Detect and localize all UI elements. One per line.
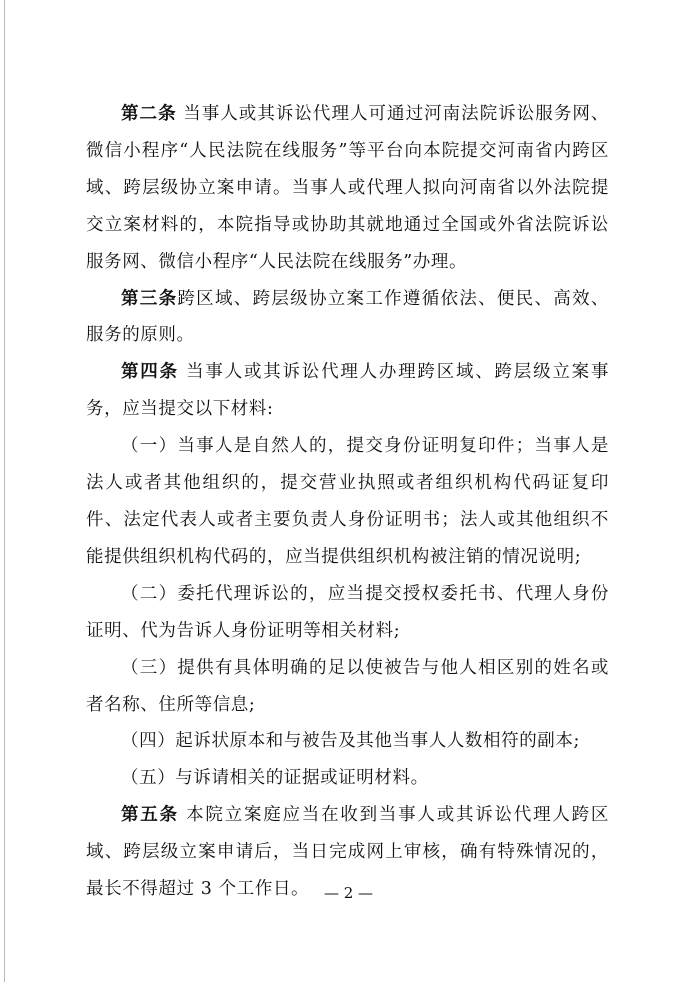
list-item-4 <box>86 723 609 760</box>
paragraph-article-4 <box>86 354 609 428</box>
paragraph-text: 跨区域、跨层级协立案工作遵循依法、便民、高效、服务的原则。 <box>86 288 609 346</box>
page-number: — 2 — <box>323 884 374 902</box>
paragraph-text: （二）委托代理诉讼的，应当提交授权委托书、代理人身份证明、代为告诉人身份证明等相关材料; <box>86 583 609 641</box>
paragraph-text: （五）与诉请相关的证据或证明材料。 <box>121 768 429 789</box>
list-item-2 <box>86 576 609 650</box>
article-number: 第四条 <box>121 362 179 383</box>
paragraph-text: （四）起诉状原本和与被告及其他当事人人数相符的副本; <box>121 731 580 752</box>
article-number: 第二条 <box>121 104 177 124</box>
paragraph-text: 当事人或其诉讼代理人办理跨区域、跨层级立案事务，应当提交以下材料: <box>86 362 609 420</box>
paragraph-text: 当事人或其诉讼代理人可通过河南法院诉讼服务网、微信小程序“人民法院在线服务”等平台向本院提交河南省内跨区域、跨层级协立案申请。当事人或代理人拟向河南省以外法院提交立案材料的，本院指导或协助其就地通过全国或外省法院诉讼服务网、微信小程序“人民法院在线服务”办理。 <box>86 104 609 272</box>
paragraph-article-2 <box>86 96 609 281</box>
list-item-3 <box>86 650 609 724</box>
article-number: 第三条 <box>121 288 178 309</box>
list-item-5 <box>86 760 609 797</box>
paragraph-text: 本院立案庭应当在收到当事人或其诉讼代理人跨区域、跨层级立案申请后，当日完成网上审核，确有特殊情况的，最长不得超过 3 个工作日。 <box>86 805 609 900</box>
list-item-1 <box>86 428 609 576</box>
document-body <box>86 96 609 908</box>
paragraph-article-3 <box>86 281 609 355</box>
paragraph-text: （三）提供有具体明确的足以使被告与他人相区别的姓名或者名称、住所等信息; <box>86 657 609 715</box>
page-left-border <box>4 0 5 982</box>
paragraph-text: （一）当事人是自然人的，提交身份证明复印件；当事人是法人或者其他组织的，提交营业执照或者组织机构代码证复印件、法定代表人或者主要负责人身份证明书；法人或其他组织不能提供组织机构代码的，应当提供组织机构被注销的情况说明; <box>86 436 609 567</box>
article-number: 第五条 <box>121 805 179 826</box>
